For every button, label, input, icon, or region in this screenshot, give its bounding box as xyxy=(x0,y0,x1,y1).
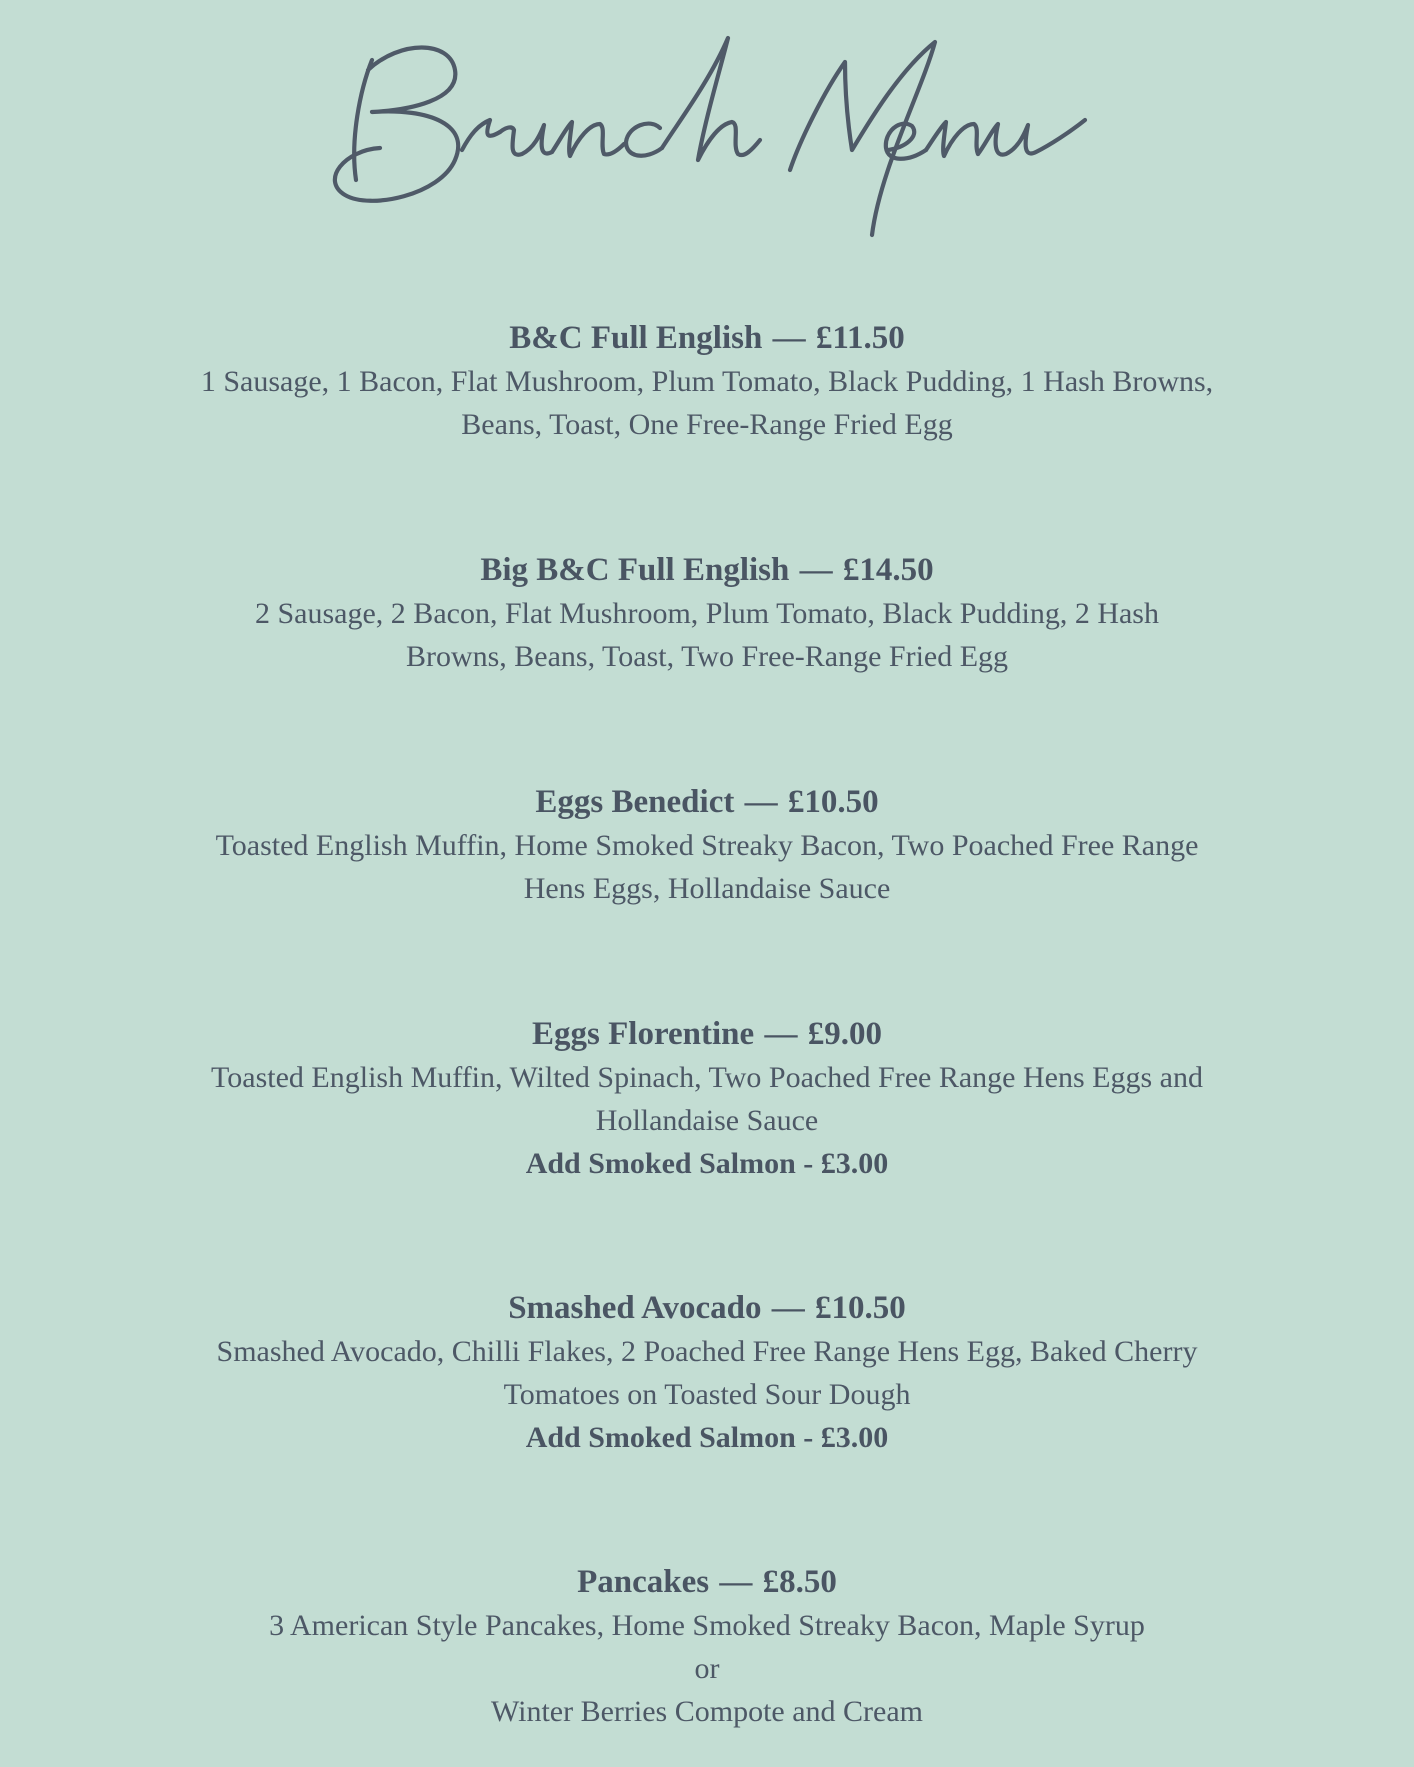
menu-item-separator: — xyxy=(799,552,833,588)
menu-item-heading xyxy=(100,316,1314,360)
menu-item-price: £9.00 xyxy=(807,1016,882,1052)
menu-item-name: Eggs Benedict xyxy=(535,784,735,820)
menu-item-description: 2 Sausage, 2 Bacon, Flat Mushroom, Plum Tomato, Black Pudding, 2 Hash xyxy=(255,597,1159,630)
menu-item-name: Smashed Avocado xyxy=(508,1290,762,1326)
menu-item-separator: — xyxy=(771,1290,805,1326)
title-text xyxy=(0,60,1414,61)
menu-item-description: Smashed Avocado, Chilli Flakes, 2 Poached Free Range Hens Egg, Baked Cherry xyxy=(216,1335,1198,1368)
menu-item-description: 1 Sausage, 1 Bacon, Flat Mushroom, Plum Tomato, Black Pudding, 1 Hash Browns, xyxy=(200,365,1214,398)
menu-item-description: Toasted English Muffin, Home Smoked Streaky Bacon, Two Poached Free Range xyxy=(215,829,1199,862)
menu-item-name: B&C Full English xyxy=(509,320,763,356)
menu-item-addon: Add Smoked Salmon - £3.00 xyxy=(525,1147,889,1180)
menu-item-separator: — xyxy=(772,320,806,356)
title-script-art xyxy=(0,0,1414,260)
menu-item-description: Tomatoes on Toasted Sour Dough xyxy=(503,1378,911,1411)
menu-item-description: Hollandaise Sauce xyxy=(595,1104,819,1137)
menu-item-description: or xyxy=(694,1652,720,1685)
menu-item-price: £8.50 xyxy=(762,1564,837,1600)
menu-item-separator: — xyxy=(764,1016,798,1052)
menu-item-heading xyxy=(100,780,1314,824)
menu-item xyxy=(100,780,1314,910)
menu-title xyxy=(0,0,1414,260)
menu-item xyxy=(100,1012,1314,1185)
menu-item-description: Toasted English Muffin, Wilted Spinach, Two Poached Free Range Hens Eggs and xyxy=(211,1061,1203,1094)
menu-item-heading xyxy=(100,548,1314,592)
menu-item-heading xyxy=(100,1286,1314,1330)
menu-item-price: £14.50 xyxy=(842,552,934,588)
menu-item-addon: Add Smoked Salmon - £3.00 xyxy=(525,1421,889,1454)
menu-item-price: £11.50 xyxy=(815,320,905,356)
menu-item-separator: — xyxy=(719,1564,753,1600)
menu-item-price: £10.50 xyxy=(815,1290,906,1326)
menu-item xyxy=(100,1286,1314,1459)
menu-item-name: Pancakes xyxy=(577,1564,710,1600)
menu-item-price: £10.50 xyxy=(787,784,879,820)
menu-item-description: Hens Eggs, Hollandaise Sauce xyxy=(523,872,891,905)
menu-item-name: Big B&C Full English xyxy=(480,552,790,588)
menu-item-description: Winter Berries Compote and Cream xyxy=(491,1695,923,1728)
menu-item-separator: — xyxy=(744,784,778,820)
menu-item-heading xyxy=(100,1012,1314,1056)
menu-item xyxy=(100,1560,1314,1733)
menu-item-description: 3 American Style Pancakes, Home Smoked Streaky Bacon, Maple Syrup xyxy=(269,1609,1145,1642)
menu-item-heading xyxy=(100,1560,1314,1604)
menu-item xyxy=(100,548,1314,678)
menu-item-description: Browns, Beans, Toast, Two Free-Range Fried Egg xyxy=(405,640,1009,673)
menu-item-description: Beans, Toast, One Free-Range Fried Egg xyxy=(461,408,953,441)
menu-item-name: Eggs Florentine xyxy=(532,1016,755,1052)
menu-item xyxy=(100,316,1314,446)
